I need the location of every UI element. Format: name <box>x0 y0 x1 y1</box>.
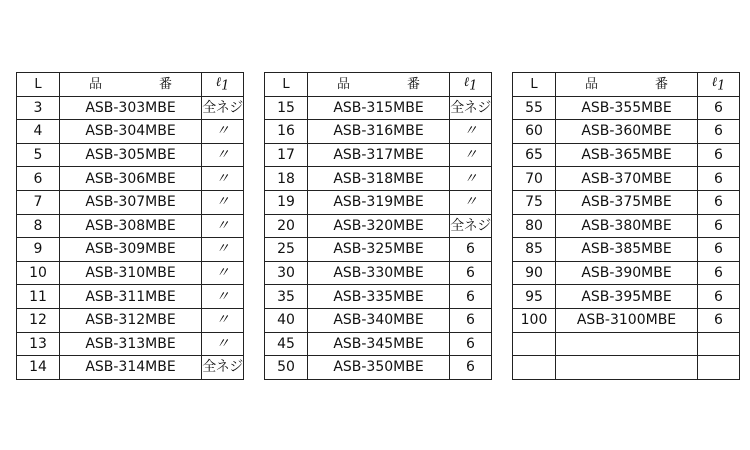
length-cell <box>513 356 556 380</box>
ell-symbol: ℓ <box>463 75 470 90</box>
thread-length-cell: 6 <box>698 143 740 167</box>
length-cell: 13 <box>17 332 60 356</box>
length-cell: 12 <box>17 308 60 332</box>
thread-length-cell: 〃 <box>450 190 492 214</box>
part-number-cell: ASB-313MBE <box>60 332 202 356</box>
table-row <box>513 96 740 120</box>
length-cell: 16 <box>265 120 308 144</box>
thread-length-cell: 〃 <box>202 332 244 356</box>
length-cell: 17 <box>265 143 308 167</box>
thread-length-cell: 6 <box>450 356 492 380</box>
table-row <box>17 261 244 285</box>
thread-length-cell: 〃 <box>450 120 492 144</box>
table-row <box>265 143 492 167</box>
table-row <box>265 190 492 214</box>
table-row <box>265 332 492 356</box>
thread-length-cell: 〃 <box>202 238 244 262</box>
part-number-cell: ASB-345MBE <box>308 332 450 356</box>
table-row <box>513 143 740 167</box>
part-number-cell: ASB-395MBE <box>556 285 698 309</box>
table-body <box>513 96 740 379</box>
part-number-cell: ASB-316MBE <box>308 120 450 144</box>
thread-length-cell: 6 <box>698 308 740 332</box>
thread-length-cell: 6 <box>450 285 492 309</box>
ell-subscript: 1 <box>717 78 726 94</box>
header-part-number <box>308 73 450 97</box>
table-row <box>17 214 244 238</box>
part-number-cell: ASB-303MBE <box>60 96 202 120</box>
part-number-cell: ASB-325MBE <box>308 238 450 262</box>
header-part-label: 品 番 <box>336 76 442 92</box>
thread-length-cell: 〃 <box>202 167 244 191</box>
part-number-cell: ASB-335MBE <box>308 285 450 309</box>
table-row <box>17 96 244 120</box>
ell-symbol: ℓ <box>215 75 222 90</box>
thread-length-cell: 6 <box>698 238 740 262</box>
length-cell: 20 <box>265 214 308 238</box>
header-part-label: 品 番 <box>584 76 690 92</box>
table-row <box>265 167 492 191</box>
part-number-cell: ASB-307MBE <box>60 190 202 214</box>
thread-length-cell: 6 <box>450 261 492 285</box>
part-number-cell: ASB-310MBE <box>60 261 202 285</box>
thread-length-cell: 〃 <box>202 285 244 309</box>
table-header <box>513 73 740 97</box>
part-number-cell <box>556 332 698 356</box>
header-part-label: 品 番 <box>88 76 194 92</box>
table-row <box>513 238 740 262</box>
part-number-cell: ASB-330MBE <box>308 261 450 285</box>
length-cell: 85 <box>513 238 556 262</box>
part-number-cell: ASB-3100MBE <box>556 308 698 332</box>
header-thread-length <box>450 73 492 97</box>
thread-length-cell: 全ネジ <box>202 96 244 120</box>
table-row <box>513 356 740 380</box>
ell-symbol: ℓ <box>711 75 718 90</box>
part-number-cell: ASB-385MBE <box>556 238 698 262</box>
part-number-cell: ASB-365MBE <box>556 143 698 167</box>
length-cell: 6 <box>17 167 60 191</box>
table-row <box>17 308 244 332</box>
length-cell: 10 <box>17 261 60 285</box>
table-row <box>513 120 740 144</box>
table-body <box>17 96 244 379</box>
table-row <box>265 285 492 309</box>
part-number-cell: ASB-317MBE <box>308 143 450 167</box>
length-cell: 3 <box>17 96 60 120</box>
spec-table-2 <box>264 72 492 380</box>
thread-length-cell: 〃 <box>202 120 244 144</box>
thread-length-cell: 6 <box>698 96 740 120</box>
thread-length-cell: 〃 <box>450 143 492 167</box>
thread-length-cell: 6 <box>698 214 740 238</box>
header-row <box>513 73 740 97</box>
thread-length-cell: 〃 <box>202 143 244 167</box>
table-row <box>265 308 492 332</box>
thread-length-cell: 6 <box>450 308 492 332</box>
part-number-cell: ASB-314MBE <box>60 356 202 380</box>
part-number-cell: ASB-319MBE <box>308 190 450 214</box>
header-row <box>265 73 492 97</box>
length-cell: 50 <box>265 356 308 380</box>
length-cell: 35 <box>265 285 308 309</box>
header-length: L <box>17 73 60 97</box>
length-cell: 45 <box>265 332 308 356</box>
ell-subscript: 1 <box>221 78 230 94</box>
length-cell: 100 <box>513 308 556 332</box>
header-length: L <box>513 73 556 97</box>
part-number-cell: ASB-320MBE <box>308 214 450 238</box>
length-cell: 95 <box>513 285 556 309</box>
length-cell: 70 <box>513 167 556 191</box>
part-number-cell: ASB-311MBE <box>60 285 202 309</box>
spec-table-1 <box>16 72 244 380</box>
length-cell: 40 <box>265 308 308 332</box>
part-number-cell: ASB-380MBE <box>556 214 698 238</box>
table-row <box>265 214 492 238</box>
part-number-cell: ASB-312MBE <box>60 308 202 332</box>
part-number-cell: ASB-309MBE <box>60 238 202 262</box>
table-row <box>513 332 740 356</box>
length-cell: 7 <box>17 190 60 214</box>
thread-length-cell: 全ネジ <box>450 96 492 120</box>
table-row <box>265 96 492 120</box>
table-row <box>513 167 740 191</box>
ell-subscript: 1 <box>469 78 478 94</box>
length-cell: 9 <box>17 238 60 262</box>
length-cell: 14 <box>17 356 60 380</box>
part-number-cell <box>556 356 698 380</box>
length-cell: 18 <box>265 167 308 191</box>
table-row <box>265 261 492 285</box>
thread-length-cell: 6 <box>450 238 492 262</box>
length-cell: 55 <box>513 96 556 120</box>
part-number-cell: ASB-305MBE <box>60 143 202 167</box>
header-length: L <box>265 73 308 97</box>
thread-length-cell: 6 <box>698 190 740 214</box>
table-row <box>17 143 244 167</box>
table-row <box>513 261 740 285</box>
thread-length-cell: 〃 <box>202 308 244 332</box>
part-number-cell: ASB-304MBE <box>60 120 202 144</box>
length-cell: 15 <box>265 96 308 120</box>
thread-length-cell: 全ネジ <box>202 356 244 380</box>
header-thread-length <box>698 73 740 97</box>
length-cell: 65 <box>513 143 556 167</box>
thread-length-cell <box>698 332 740 356</box>
header-row <box>17 73 244 97</box>
part-number-cell: ASB-355MBE <box>556 96 698 120</box>
thread-length-cell: 〃 <box>202 261 244 285</box>
part-number-cell: ASB-306MBE <box>60 167 202 191</box>
part-number-cell: ASB-340MBE <box>308 308 450 332</box>
thread-length-cell: 6 <box>698 261 740 285</box>
length-cell: 11 <box>17 285 60 309</box>
table-row <box>17 332 244 356</box>
table-header <box>17 73 244 97</box>
part-number-cell: ASB-315MBE <box>308 96 450 120</box>
table-row <box>265 120 492 144</box>
thread-length-cell: 全ネジ <box>450 214 492 238</box>
table-row <box>265 356 492 380</box>
length-cell: 30 <box>265 261 308 285</box>
part-number-cell: ASB-375MBE <box>556 190 698 214</box>
length-cell: 80 <box>513 214 556 238</box>
thread-length-cell: 6 <box>698 167 740 191</box>
table-row <box>17 238 244 262</box>
length-cell: 25 <box>265 238 308 262</box>
table-row <box>513 190 740 214</box>
length-cell: 90 <box>513 261 556 285</box>
spec-table-3 <box>512 72 740 380</box>
thread-length-cell: 6 <box>698 120 740 144</box>
thread-length-cell <box>698 356 740 380</box>
thread-length-cell: 6 <box>450 332 492 356</box>
part-number-cell: ASB-370MBE <box>556 167 698 191</box>
length-cell <box>513 332 556 356</box>
table-row <box>513 214 740 238</box>
table-row <box>513 285 740 309</box>
header-thread-length <box>202 73 244 97</box>
length-cell: 4 <box>17 120 60 144</box>
table-body <box>265 96 492 379</box>
part-number-cell: ASB-360MBE <box>556 120 698 144</box>
thread-length-cell: 6 <box>698 285 740 309</box>
table-row <box>17 356 244 380</box>
table-row <box>513 308 740 332</box>
thread-length-cell: 〃 <box>202 214 244 238</box>
header-part-number <box>60 73 202 97</box>
part-number-cell: ASB-318MBE <box>308 167 450 191</box>
length-cell: 19 <box>265 190 308 214</box>
length-cell: 5 <box>17 143 60 167</box>
thread-length-cell: 〃 <box>202 190 244 214</box>
table-row <box>17 167 244 191</box>
table-row <box>17 190 244 214</box>
length-cell: 75 <box>513 190 556 214</box>
table-header <box>265 73 492 97</box>
table-row <box>17 285 244 309</box>
table-row <box>17 120 244 144</box>
part-number-cell: ASB-390MBE <box>556 261 698 285</box>
part-number-cell: ASB-350MBE <box>308 356 450 380</box>
length-cell: 8 <box>17 214 60 238</box>
length-cell: 60 <box>513 120 556 144</box>
table-row <box>265 238 492 262</box>
header-part-number <box>556 73 698 97</box>
thread-length-cell: 〃 <box>450 167 492 191</box>
part-number-cell: ASB-308MBE <box>60 214 202 238</box>
